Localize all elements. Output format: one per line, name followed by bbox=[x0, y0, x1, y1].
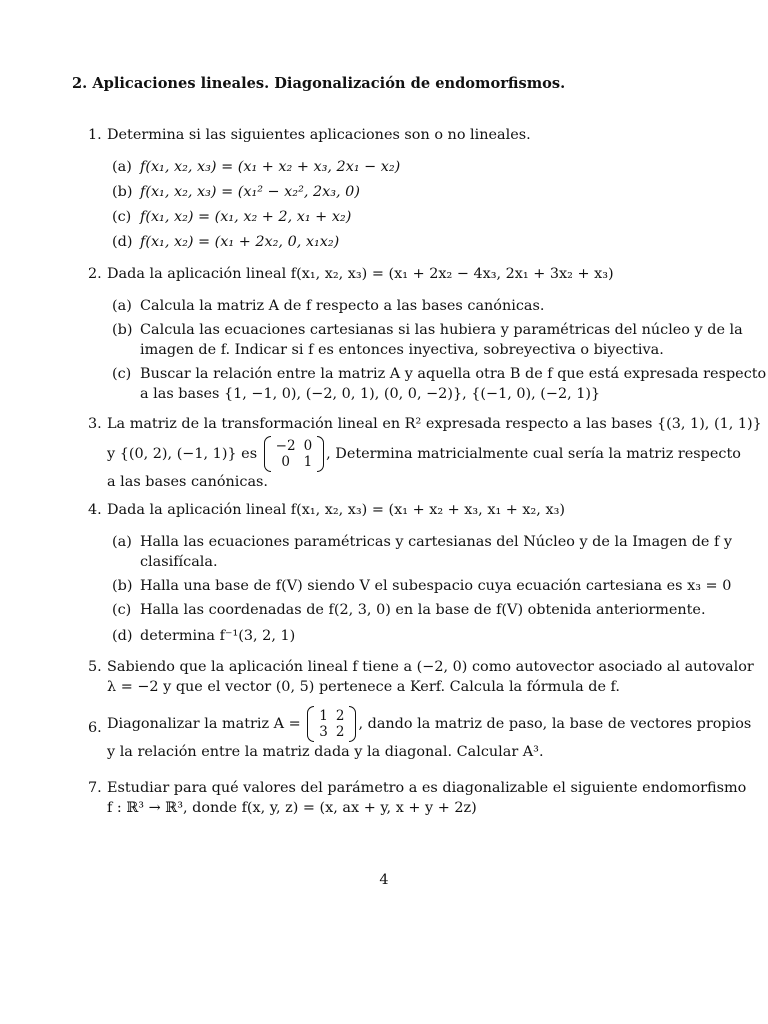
problem-3 bbox=[88, 414, 762, 492]
matrix-3 bbox=[264, 438, 325, 470]
problem-text: Dada la aplicación lineal f(x₁, x₂, x₃) = (x₁ + x₂ + x₃, x₁ + x₂, x₃) bbox=[107, 502, 565, 518]
item-text: Calcula la matriz A de f respecto a las bases canónicas. bbox=[140, 298, 545, 314]
problem-4d bbox=[112, 626, 680, 646]
matrix-6 bbox=[307, 708, 356, 740]
problem-1b bbox=[112, 182, 680, 202]
item-label: (c) bbox=[112, 366, 132, 382]
item-label: (c) bbox=[112, 209, 132, 225]
problem-number: 1. bbox=[88, 127, 102, 143]
problem-2b bbox=[112, 320, 743, 360]
problem-1d bbox=[112, 232, 680, 252]
item-label: (b) bbox=[112, 578, 133, 594]
item-text-line-1: Calcula las ecuaciones cartesianas si las hubiera y paramétricas del núcleo y de la bbox=[140, 322, 743, 338]
problem-number: 5. bbox=[88, 659, 102, 675]
problem-6 bbox=[88, 708, 752, 762]
item-label: (a) bbox=[112, 534, 132, 550]
problem-1c bbox=[112, 207, 680, 227]
problem-number: 4. bbox=[88, 502, 102, 518]
item-label: (d) bbox=[112, 628, 133, 644]
item-label: (a) bbox=[112, 298, 132, 314]
item-label: (d) bbox=[112, 234, 133, 250]
problem-number: 7. bbox=[88, 780, 102, 796]
item-text: Halla una base de f(V) siendo V el subespacio cuya ecuación cartesiana es x₃ = 0 bbox=[140, 578, 732, 594]
problem-text-line-1 bbox=[107, 708, 752, 740]
problem-text: Dada la aplicación lineal f(x₁, x₂, x₃) = (x₁ + 2x₂ − 4x₃, 2x₁ + 3x₂ + x₃) bbox=[107, 266, 614, 282]
item-text: f(x₁, x₂) = (x₁ + 2x₂, 0, x₁x₂) bbox=[140, 234, 340, 250]
problem-4c bbox=[112, 600, 706, 620]
item-text-line-2: clasifícala. bbox=[140, 554, 218, 570]
problem-number: 6. bbox=[88, 720, 102, 736]
problem-text-line-1: La matriz de la transformación lineal en R² expresada respecto a las bases {(3, 1), (1, 1)} bbox=[107, 416, 762, 432]
problem-number: 3. bbox=[88, 416, 102, 432]
item-label: (b) bbox=[112, 184, 133, 200]
problem-text-line-2: λ = −2 y que el vector (0, 5) pertenece a Kerf. Calcula la fórmula de f. bbox=[107, 679, 620, 695]
problem-number: 2. bbox=[88, 266, 102, 282]
problem-4 bbox=[88, 500, 680, 520]
page-number: 4 bbox=[379, 872, 389, 888]
line-2-end: , Determina matricialmente cual sería la matriz respecto bbox=[326, 446, 741, 462]
matrix-cell: 1 bbox=[303, 454, 313, 470]
item-label: (b) bbox=[112, 322, 133, 338]
item-label: (a) bbox=[112, 159, 132, 175]
matrix-cell: 0 bbox=[303, 438, 313, 454]
problem-text-line-2 bbox=[107, 438, 741, 470]
line-2-start: y {(0, 2), (−1, 1)} es bbox=[107, 446, 258, 462]
problem-text-line-3: a las bases canónicas. bbox=[107, 474, 268, 490]
matrix-cell: 2 bbox=[335, 708, 345, 724]
problem-text: Determina si las siguientes aplicaciones son o no lineales. bbox=[107, 127, 531, 143]
item-text: f(x₁, x₂) = (x₁, x₂ + 2, x₁ + x₂) bbox=[140, 209, 352, 225]
problem-1a bbox=[112, 157, 680, 177]
problem-5 bbox=[88, 657, 754, 697]
matrix-cell: 1 bbox=[319, 708, 328, 724]
matrix-cell: 0 bbox=[281, 454, 290, 470]
problem-1 bbox=[88, 125, 680, 145]
problem-7 bbox=[88, 778, 747, 818]
item-label: (c) bbox=[112, 602, 132, 618]
section-title: 2. Aplicaciones lineales. Diagonalización de endomorfismos. bbox=[72, 75, 566, 92]
problem-text-line-2: y la relación entre la matriz dada y la diagonal. Calcular A³. bbox=[107, 744, 544, 760]
item-text-line-1: Halla las ecuaciones paramétricas y cartesianas del Núcleo y de la Imagen de f y bbox=[140, 534, 733, 550]
item-text-line-2: a las bases {1, −1, 0), (−2, 0, 1), (0, 0, −2)}, {(−1, 0), (−2, 1)} bbox=[140, 386, 601, 402]
problem-2 bbox=[88, 264, 680, 284]
line-1-end: , dando la matriz de paso, la base de vectores propios bbox=[358, 716, 752, 732]
matrix-cell: −2 bbox=[275, 438, 296, 454]
item-text-line-1: Buscar la relación entre la matriz A y aquella otra B de f que está expresada respecto bbox=[140, 366, 767, 382]
line-1-start: Diagonalizar la matriz A = bbox=[107, 716, 301, 732]
matrix-cell: 3 bbox=[319, 724, 328, 740]
matrix-cell: 2 bbox=[335, 724, 345, 740]
problem-text-line-1: Estudiar para qué valores del parámetro a es diagonalizable el siguiente endomorfismo bbox=[107, 780, 747, 796]
item-text: Halla las coordenadas de f(2, 3, 0) en la base de f(V) obtenida anteriormente. bbox=[140, 602, 706, 618]
item-text: f(x₁, x₂, x₃) = (x₁² − x₂², 2x₃, 0) bbox=[140, 184, 360, 200]
problem-text-line-2: f : ℝ³ → ℝ³, donde f(x, y, z) = (x, ax + y, x + y + 2z) bbox=[107, 800, 477, 816]
item-text-line-2: imagen de f. Indicar si f es entonces inyectiva, sobreyectiva o biyectiva. bbox=[140, 342, 664, 358]
item-text: determina f⁻¹(3, 2, 1) bbox=[140, 628, 296, 644]
problem-2c bbox=[112, 364, 767, 404]
problem-text-line-1: Sabiendo que la aplicación lineal f tiene a (−2, 0) como autovector asociado al autovalor bbox=[107, 659, 754, 675]
problem-4b bbox=[112, 576, 732, 596]
problem-2a bbox=[112, 296, 680, 316]
item-text: f(x₁, x₂, x₃) = (x₁ + x₂ + x₃, 2x₁ − x₂) bbox=[140, 159, 401, 175]
problem-4a bbox=[112, 532, 733, 572]
